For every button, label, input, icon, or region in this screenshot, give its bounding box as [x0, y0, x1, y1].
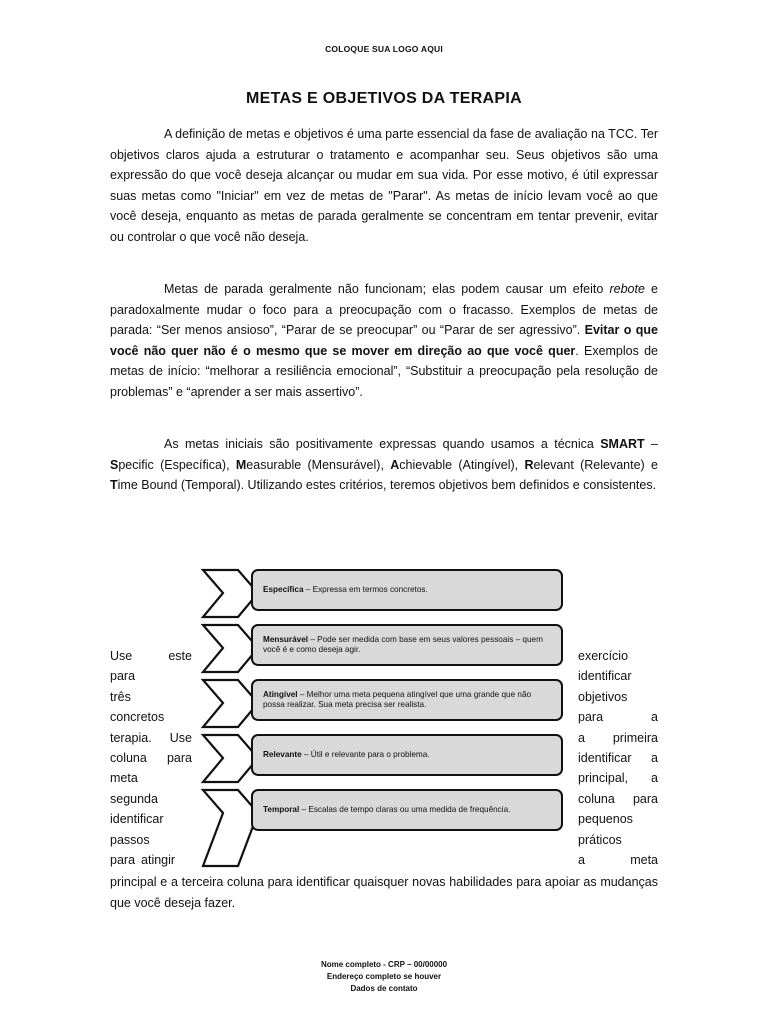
- wrapped-line: [110, 748, 192, 768]
- paragraph-smart: [110, 434, 658, 496]
- wrapped-word: para: [166, 750, 192, 765]
- step-desc: – Útil e relevante para o problema.: [301, 749, 430, 759]
- paragraph-intro: [110, 124, 658, 247]
- p2-text-b: e paradoxalmente mudar o foco para a preocupação com o fracasso. Exemplos de metas de parada: “Ser menos ansioso”, “Parar de se preocupar” ou “Parar de ser agressivo”.: [110, 282, 658, 337]
- wrapped-line: [578, 809, 658, 829]
- wrapped-text-right-column: [578, 646, 658, 870]
- p2-text-c: . Exemplos de metas de início: “melhorar a resiliência emocional”, “Substituir a preocupação pela resolução de problemas” e “aprender a ser mais assertivo”.: [110, 343, 658, 399]
- step-desc: – Melhor uma meta pequena atingível que uma grande que não possa realizar. Sua meta precisa ser realista.: [263, 689, 532, 709]
- p3-r: R: [524, 457, 534, 472]
- wrapped-line: [110, 687, 192, 707]
- wrapped-line: [578, 646, 658, 666]
- wrapped-word: primeira: [612, 730, 658, 745]
- wrapped-line: [110, 666, 192, 686]
- wrapped-text-left-column: [110, 646, 192, 870]
- p2-rebote: rebote: [609, 282, 645, 296]
- step-desc: – Expressa em termos concretos.: [303, 584, 428, 594]
- wrapped-word: práticos: [578, 832, 622, 847]
- step-term: Específica: [263, 584, 304, 594]
- step-desc: – Pode ser medida com base em seus valores pessoais – quem você é e como deseja agir.: [263, 634, 543, 654]
- step-term: Mensurável: [263, 634, 309, 644]
- wrapped-line: [110, 850, 192, 870]
- paragraph-exercise-end: principal e a terceira coluna para identificar quaisquer novas habilidades para apoiar as mudanças que você deseja fazer.: [110, 875, 658, 910]
- p3-smart: SMART: [600, 437, 645, 451]
- p2-bold: Evitar o que você não quer não é o mesmo que se mover em direção ao que você quer: [110, 323, 659, 358]
- wrapped-word: terapia.: [110, 730, 152, 745]
- wrapped-line: [578, 748, 658, 768]
- wrapped-line: [110, 707, 192, 727]
- p3-text-e: chievable (Atingível),: [399, 457, 525, 472]
- step-term: Temporal: [263, 804, 300, 814]
- wrapped-word: para: [110, 669, 136, 684]
- step-term: Relevante: [263, 749, 302, 759]
- p3-a: A: [390, 457, 400, 472]
- wrapped-line: [578, 707, 658, 727]
- wrapped-word: este: [168, 649, 192, 663]
- footer-address: Endereço completo se houver: [326, 972, 442, 981]
- wrapped-word: identificar: [578, 750, 632, 765]
- wrapped-line: [578, 789, 658, 809]
- wrapped-word: meta: [110, 771, 138, 786]
- smart-step-timebound: [251, 789, 563, 831]
- chevron-3-shape: [203, 680, 258, 727]
- wrapped-word: coluna: [578, 791, 615, 806]
- wrapped-line: [578, 687, 658, 707]
- p3-text-b: –: [644, 437, 658, 451]
- wrapped-line: [110, 728, 192, 748]
- wrapped-word: para: [578, 710, 604, 725]
- wrapped-word: principal,: [578, 771, 629, 786]
- p3-text-f: elevant (Relevante) e: [533, 457, 658, 472]
- smart-step-measurable: [251, 624, 563, 666]
- p3-text-g: ime Bound (Temporal). Utilizando estes critérios, teremos objetivos bem definidos e consistentes.: [117, 478, 657, 492]
- paragraph-intro-text: A definição de metas e objetivos é uma parte essencial da fase de avaliação na TCC. Ter objetivos claros ajuda a estruturar o tratamento e acompanhar seu. Seus objetivos são uma expressão do que você deseja alcançar ou mudar em sua vida. Por esse motivo, é útil expressar suas metas como "Iniciar" em vez de metas de "Parar". As metas de início levam você ao que você deseja, enquanto as metas de parada geralmente se concentram em tentar prevenir, evitar ou controlar o que você não deseja.: [110, 127, 658, 244]
- wrapped-word: Use: [110, 649, 133, 663]
- p3-text-d: easurable (Mensurável),: [246, 457, 391, 472]
- smart-step-achievable: [251, 679, 563, 721]
- wrapped-word: três: [110, 689, 131, 704]
- wrapped-word: atingir: [141, 852, 176, 867]
- wrapped-word: exercício: [578, 649, 629, 663]
- p3-t: T: [110, 478, 118, 492]
- wrapped-word: a: [651, 710, 658, 725]
- footer-name-crp: Nome completo - CRP – 00/00000: [320, 960, 448, 969]
- step-term: Atingível: [263, 689, 298, 699]
- chevron-2-shape: [203, 625, 258, 672]
- p3-text-c: pecific (Específica),: [118, 457, 236, 472]
- wrapped-word: pequenos: [578, 812, 633, 827]
- footer-contact: [0, 959, 768, 995]
- wrapped-line: [110, 809, 192, 829]
- wrapped-word: para: [110, 852, 136, 867]
- wrapped-word: meta: [630, 852, 658, 867]
- logo-placeholder: COLOQUE SUA LOGO AQUI: [325, 44, 443, 54]
- wrapped-line: [110, 646, 192, 666]
- wrapped-line: [578, 850, 658, 870]
- wrapped-word: a: [651, 771, 658, 786]
- wrapped-word: Use: [169, 730, 192, 745]
- wrapped-line: [578, 768, 658, 788]
- wrapped-word: identificar: [578, 669, 632, 684]
- wrapped-word: a: [651, 750, 658, 765]
- wrapped-word: concretos: [110, 710, 165, 725]
- wrapped-line: [110, 768, 192, 788]
- smart-step-specific: [251, 569, 563, 611]
- p2-text-a: Metas de parada geralmente não funcionam; elas podem causar um efeito: [164, 282, 610, 296]
- wrapped-word: para: [632, 791, 658, 806]
- wrapped-line: [578, 666, 658, 686]
- chevron-5-shape: [203, 790, 258, 866]
- wrapped-word: a: [578, 730, 585, 745]
- wrapped-line: [578, 728, 658, 748]
- wrapped-word: passos: [110, 832, 150, 847]
- footer-contact-data: Dados de contato: [350, 984, 418, 993]
- wrapped-line: [110, 789, 192, 809]
- wrapped-word: coluna: [110, 750, 147, 765]
- chevron-1-shape: [203, 570, 258, 617]
- wrapped-word: a: [578, 852, 585, 867]
- page-title: METAS E OBJETIVOS DA TERAPIA: [246, 90, 522, 107]
- wrapped-line: [110, 830, 192, 850]
- p3-s: S: [110, 457, 119, 472]
- chevron-4-shape: [203, 735, 258, 782]
- wrapped-word: identificar: [110, 812, 164, 827]
- step-desc: – Escalas de tempo claras ou uma medida de frequência.: [299, 804, 511, 814]
- p3-text-a: As metas iniciais são positivamente expressas quando usamos a técnica: [164, 437, 601, 451]
- wrapped-word: objetivos: [578, 689, 628, 704]
- paragraph-stop-goals: [110, 279, 658, 402]
- p3-m: M: [235, 457, 247, 472]
- wrapped-word: segunda: [110, 791, 158, 806]
- wrapped-line: [578, 830, 658, 850]
- smart-step-relevant: [251, 734, 563, 776]
